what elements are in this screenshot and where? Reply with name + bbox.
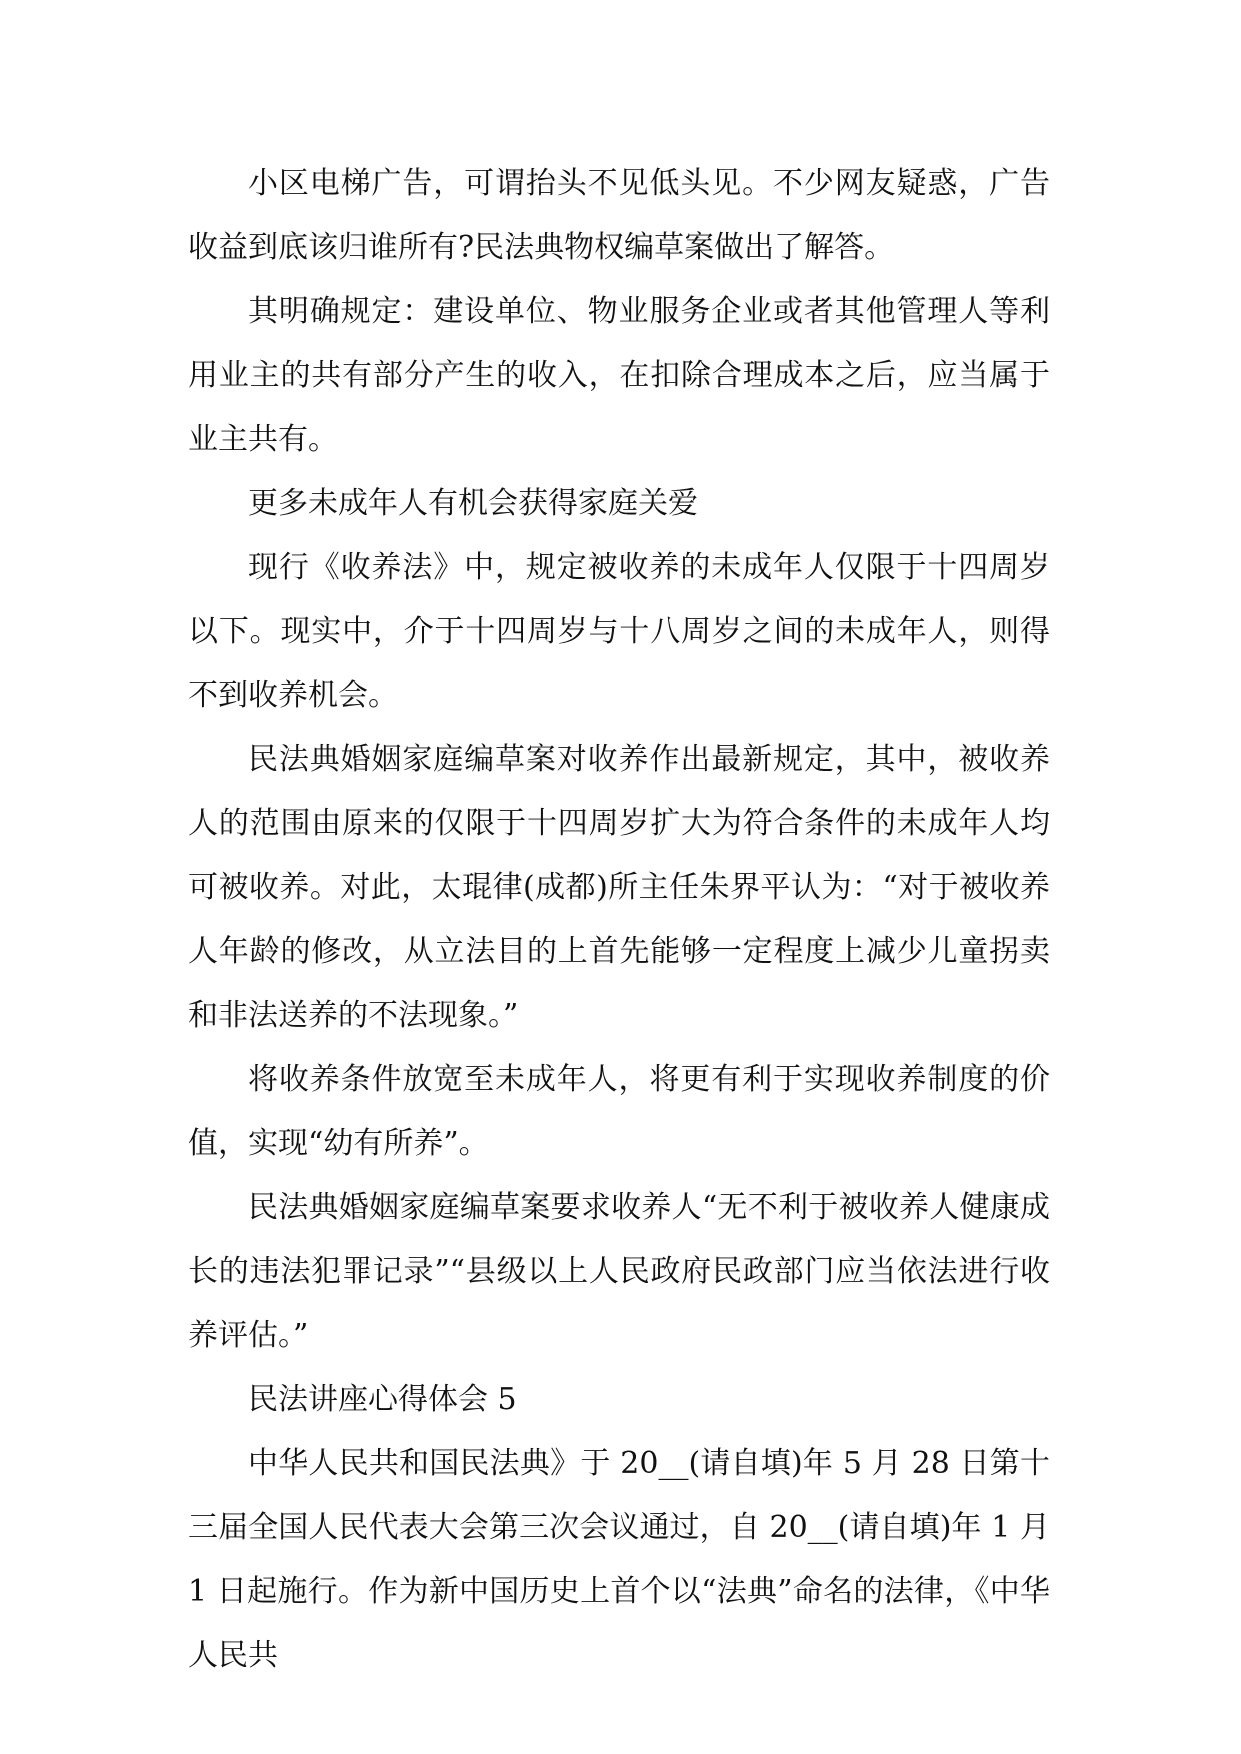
- paragraph-civil-code-intro: 中华人民共和国民法典》于 20__(请自填)年 5 月 28 日第十三届全国人民代表大会第三次会议通过，自 20__(请自填)年 1 月 1 日起施行。作为新中国历史上首个以“法典”命名的法律，《中华人民共: [188, 1446, 1050, 1673]
- paragraph-elevator-ads: 小区电梯广告，可谓抬头不见低头见。不少网友疑惑，广告收益到底该归谁所有?民法典物权编草案做出了解答。: [188, 166, 1050, 265]
- paragraph-new-adoption-rule: 民法典婚姻家庭编草案对收养作出最新规定，其中，被收养人的范围由原来的仅限于十四周岁扩大为符合条件的未成年人均可被收养。对此，太琨律(成都)所主任朱界平认为：“对于被收养人年龄的修改，从立法目的上首先能够一定程度上减少儿童拐卖和非法送养的不法现象。”: [188, 742, 1050, 1033]
- paragraph-adopter-requirements: 民法典婚姻家庭编草案要求收养人“无不利于被收养人健康成长的违法犯罪记录”“县级以上人民政府民政部门应当依法进行收养评估。”: [188, 1190, 1050, 1353]
- paragraph-adoption-value: 将收养条件放宽至未成年人，将更有利于实现收养制度的价值，实现“幼有所养”。: [188, 1062, 1050, 1161]
- section-heading-adoption: 更多未成年人有机会获得家庭关爱: [248, 486, 698, 521]
- document-body: [188, 152, 1050, 1688]
- paragraph-income-rule: 其明确规定：建设单位、物业服务企业或者其他管理人等利用业主的共有部分产生的收入，在扣除合理成本之后，应当属于业主共有。: [188, 294, 1050, 457]
- paragraph-current-adoption-law: 现行《收养法》中，规定被收养的未成年人仅限于十四周岁以下。现实中，介于十四周岁与十八周岁之间的未成年人，则得不到收养机会。: [188, 550, 1050, 713]
- section-heading-lecture-5: 民法讲座心得体会 5: [248, 1382, 517, 1417]
